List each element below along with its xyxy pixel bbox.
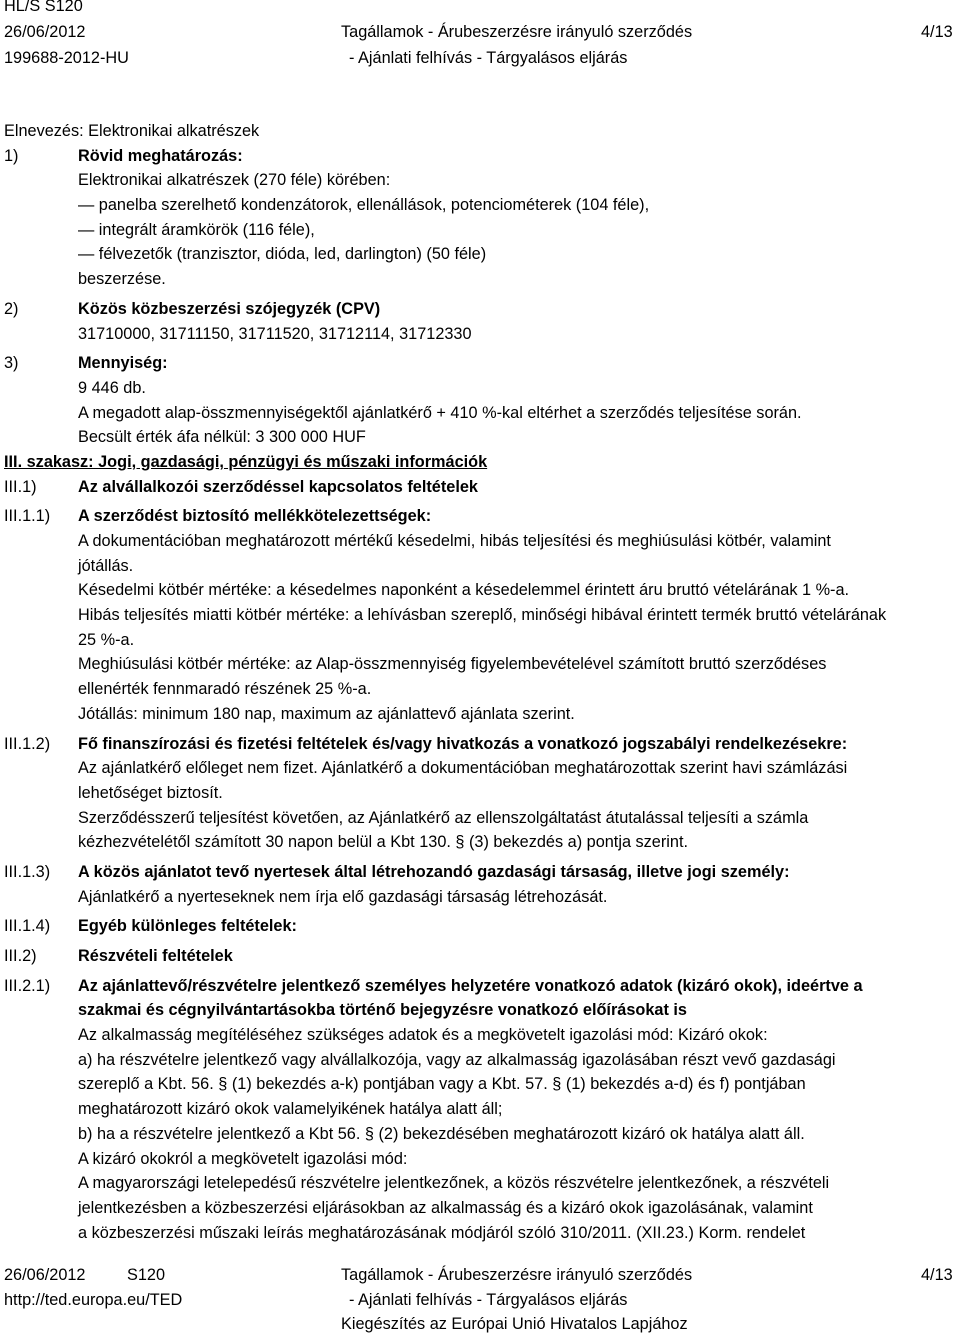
notice-number: 199688-2012-HU bbox=[4, 49, 129, 67]
section-number: III.1.2) bbox=[4, 734, 51, 753]
text-line: Késedelmi kötbér mértéke: a késedelmes naponként a késedelemmel érintett áru bruttó vételárának 1 %-a. bbox=[78, 581, 850, 600]
section-number: III.2.1) bbox=[4, 976, 51, 995]
footer-url-link[interactable]: http://ted.europa.eu/TED bbox=[4, 1291, 183, 1309]
section-number: III.2) bbox=[4, 947, 37, 965]
text-line: a közbeszerzési műszaki leírás meghatározásának módjáról szóló 310/2011. (XII.23.) Korm. rendelet bbox=[78, 1223, 806, 1242]
footer-title-line2: - Ajánlati felhívás - Tárgyalásos eljárás bbox=[349, 1291, 628, 1309]
text-line: 25 %-a. bbox=[78, 630, 135, 649]
text-line: kézhezvételétől számított 30 napon belül a Kbt 130. § (3) bekezdés a) pontja szerint. bbox=[78, 833, 689, 852]
text-line: Elektronikai alkatrészek (270 féle) körében: bbox=[78, 171, 391, 190]
header-page-number: 4/13 bbox=[921, 23, 953, 41]
text-line: b) ha a részvételre jelentkező a Kbt 56. § (2) bekezdésében meghatározott kizáró ok hatálya alatt áll. bbox=[78, 1124, 805, 1143]
text-line: Hibás teljesítés miatti kötbér mértéke: a lehívásban szereplő, minőségi hibával érintett termék bruttó vételárának bbox=[78, 606, 887, 625]
section-heading: III. szakasz: Jogi, gazdasági, pénzügyi és műszaki információk bbox=[4, 452, 488, 471]
text-line: Szerződésszerű teljesítést követően, az Ajánlatkérő az ellenszolgáltatást átutalással teljesíti a számla bbox=[78, 808, 809, 827]
text-line: A megadott alap-összmennyiségektől ajánlatkérő + 410 %-kal eltérhet a szerződés teljesítése során. bbox=[78, 403, 802, 422]
text-line: Az alkalmasság megítéléséhez szükséges adatok és a megkövetelt igazolási mód: Kizáró okok: bbox=[78, 1026, 768, 1045]
section-number: 3) bbox=[4, 354, 19, 373]
section-title: Közös közbeszerzési szójegyzék (CPV) bbox=[78, 299, 381, 318]
section-title: A szerződést biztosító mellékkötelezettségek: bbox=[78, 507, 432, 526]
text-line: beszerzése. bbox=[78, 270, 166, 289]
text-line: meghatározott kizáró okok valamelyikének hatálya alatt áll; bbox=[78, 1100, 503, 1119]
section-number: III.1) bbox=[4, 477, 37, 496]
footer-title-line1: Tagállamok - Árubeszerzésre irányuló szerződés bbox=[341, 1266, 693, 1284]
section-title: Az ajánlattevő/részvételre jelentkező személyes helyzetére vonatkozó adatok (kizáró okok), ideértve a bbox=[78, 976, 863, 995]
text-line: A dokumentációban meghatározott mértékű késedelmi, hibás teljesítési és meghiúsulási kötbér, valamint bbox=[78, 532, 831, 550]
section-personal-situation bbox=[0, 974, 960, 999]
text-line: Ajánlatkérő a nyerteseknek nem írja elő gazdasági társaság létrehozását. bbox=[78, 887, 608, 906]
section-title: Fő finanszírozási és fizetési feltételek és/vagy hivatkozás a vonatkozó jogszabályi rendelkezésekre: bbox=[78, 734, 848, 753]
text-line: jelentkezésben a közbeszerzési eljárásokban az alkalmasság és a kizáró okok igazolásának, valamint bbox=[78, 1198, 813, 1217]
text-line: Meghiúsulási kötbér mértéke: az Alap-összmennyiség figyelembevételével számított bruttó szerződéses bbox=[78, 655, 827, 674]
header-title-line2: - Ajánlati felhívás - Tárgyalásos eljárás bbox=[349, 49, 628, 67]
notice-body bbox=[0, 119, 960, 1245]
text-line: szereplő a Kbt. 56. § (1) bekezdés a-k) pontjában vagy a Kbt. 57. § (1) bekezdés a-d) és f) pontjában bbox=[78, 1075, 806, 1094]
footer-date: 26/06/2012 bbox=[4, 1266, 86, 1284]
text-line: Az ajánlatkérő előleget nem fizet. Ajánlatkérő a dokumentációban meghatározottak szerint havi számlázási bbox=[78, 759, 848, 778]
header-date: 26/06/2012 bbox=[4, 23, 86, 41]
section-number: III.1.4) bbox=[4, 917, 51, 936]
section-title: Egyéb különleges feltételek: bbox=[78, 917, 297, 936]
section-title: Mennyiség: bbox=[78, 354, 168, 373]
doc-id: HL/S S120 bbox=[4, 0, 83, 15]
text-line: A kizáró okokról a megkövetelt igazolási mód: bbox=[78, 1149, 408, 1168]
section-quantity bbox=[0, 351, 960, 376]
section-title: A közös ajánlatot tevő nyertesek által létrehozandó gazdasági társaság, illetve jogi személy: bbox=[78, 862, 790, 881]
text-line: A magyarországi letelepedésű részvételre jelentkezőnek, a közös részvételre jelentkezőnek, a részvételi bbox=[78, 1174, 830, 1193]
section-title: Rövid meghatározás: bbox=[78, 146, 243, 165]
header-title-line1: Tagállamok - Árubeszerzésre irányuló szerződés bbox=[341, 23, 693, 41]
section-subcontract bbox=[0, 475, 960, 500]
text-line: a) ha részvételre jelentkező vagy alvállalkozója, vagy az alkalmasság igazolásában részt vevő gazdasági bbox=[78, 1050, 836, 1069]
lot-name: Elnevezés: Elektronikai alkatrészek bbox=[4, 122, 260, 140]
section-financing bbox=[0, 732, 960, 757]
footer-title-line3: Kiegészítés az Európai Unió Hivatalos Lapjához bbox=[341, 1315, 688, 1333]
text-line: 9 446 db. bbox=[78, 378, 146, 397]
text-line: Becsült érték áfa nélkül: 3 300 000 HUF bbox=[78, 428, 366, 447]
section-number: 2) bbox=[4, 299, 19, 318]
cpv-codes: 31710000, 31711150, 31711520, 31712114, 31712330 bbox=[78, 324, 472, 343]
section-title: Az alvállalkozói szerződéssel kapcsolatos feltételek bbox=[78, 477, 478, 496]
text-line: lehetőséget biztosít. bbox=[78, 783, 223, 802]
section-title-continued: szakmai és cégnyilvántartásokba történő bejegyzésre vonatkozó előírásokat is bbox=[78, 1001, 687, 1020]
text-line: — integrált áramkörök (116 féle), bbox=[78, 220, 315, 239]
section-title: Részvételi feltételek bbox=[78, 947, 233, 965]
text-line: — panelba szerelhető kondenzátorok, ellenállások, potenciométerek (104 féle), bbox=[78, 196, 650, 215]
section-joint-venture bbox=[0, 860, 960, 885]
section-number: III.1.3) bbox=[4, 862, 51, 881]
section-guarantees bbox=[0, 504, 960, 529]
text-line: ellenérték fennmaradó részének 25 %-a. bbox=[78, 680, 372, 699]
section-other-conditions bbox=[0, 914, 960, 939]
footer-page-number: 4/13 bbox=[921, 1266, 953, 1284]
section-short-description bbox=[0, 144, 960, 169]
text-line: — félvezetők (tranzisztor, dióda, led, darlington) (50 féle) bbox=[78, 245, 487, 264]
text-line: jótállás. bbox=[78, 556, 134, 575]
section-number: III.1.1) bbox=[4, 507, 51, 526]
section-cpv bbox=[0, 297, 960, 322]
footer-series: S120 bbox=[127, 1266, 166, 1284]
text-line: Jótállás: minimum 180 nap, maximum az ajánlattevő ajánlata szerint. bbox=[78, 704, 575, 723]
section-number: 1) bbox=[4, 146, 19, 165]
section-participation bbox=[0, 944, 960, 969]
